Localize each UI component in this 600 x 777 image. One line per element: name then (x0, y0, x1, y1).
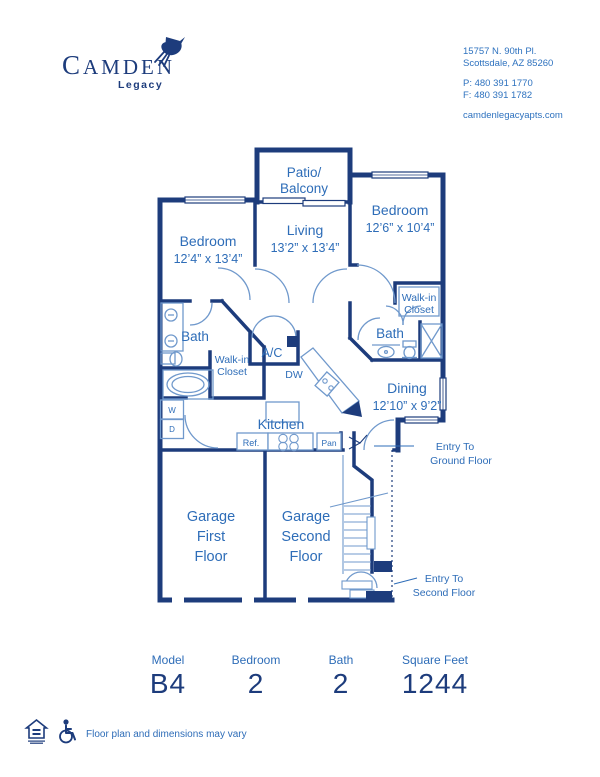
walkin-right-line2: Closet (404, 304, 434, 316)
website-link: camdenlegacyapts.com (463, 110, 563, 121)
dining-label: Dining (387, 380, 427, 396)
stat-bedroom-label: Bedroom (231, 653, 281, 667)
counter-post (287, 336, 298, 347)
stat-model (150, 653, 186, 700)
fax-line: F: 480 391 1782 (463, 90, 533, 101)
address-line2: Scottsdale, AZ 85260 (463, 58, 554, 69)
ac-label: A/C (261, 346, 283, 360)
stat-bath (329, 653, 354, 700)
garage-second-line3: Floor (289, 549, 323, 565)
dryer-label: D (169, 425, 175, 434)
dw-label: DW (285, 369, 303, 381)
bedroom-left-label: Bedroom (179, 233, 237, 249)
stat-bedroom (232, 653, 281, 700)
stairs (330, 455, 392, 602)
entry-ground-line1: Entry To (435, 441, 475, 453)
patio-label-line1: Patio/ (286, 165, 322, 180)
entry-second-line2: Second Floor (412, 587, 476, 599)
bath-left-label: Bath (181, 329, 209, 344)
walkin-left-line1: Walk-in (214, 354, 250, 366)
stat-bath-value: 2 (332, 668, 350, 699)
entry-second-line1: Entry To (424, 573, 464, 585)
pan-label: Pan (321, 438, 337, 448)
address-line1: 15757 N. 90th Pl. (463, 46, 537, 57)
washer-label: W (168, 406, 176, 415)
dining-dims: 12’10” x 9’2” (372, 399, 442, 413)
garage-second-line2: Second (281, 529, 331, 545)
stat-sqft-label: Square Feet (401, 653, 469, 667)
bath-left-fixtures (161, 303, 213, 399)
walkin-left-line2: Closet (217, 366, 247, 378)
brand-wordmark: CAMDEN (62, 50, 176, 80)
equal-housing-icon (24, 718, 49, 745)
brand-community-name: Legacy (118, 79, 164, 91)
stat-bedroom-value: 2 (247, 668, 265, 699)
stat-sqft (402, 653, 468, 700)
disclaimer-text: Floor plan and dimensions may vary (86, 729, 247, 740)
stat-bath-label: Bath (328, 653, 354, 667)
entry-ground-line2: Ground Floor (430, 455, 492, 467)
patio-label-line2: Balcony (279, 181, 329, 196)
kitchen-label: Kitchen (257, 416, 305, 432)
phone-line: P: 480 391 1770 (463, 78, 533, 89)
walkin-right-line1: Walk-in (401, 292, 437, 304)
stat-model-value: B4 (149, 668, 187, 699)
bedroom-right-label: Bedroom (371, 202, 429, 218)
entry-annotations (349, 435, 417, 602)
bedroom-left-dims: 12’4” x 13’4” (173, 252, 243, 266)
garage-first-line1: Garage (186, 509, 236, 525)
living-label: Living (286, 222, 324, 238)
living-dims: 13’2” x 13’4” (270, 241, 340, 255)
bath-right-label: Bath (376, 326, 404, 341)
ref-label: Ref. (242, 438, 260, 448)
garage-second-line1: Garage (281, 509, 331, 525)
stat-model-label: Model (151, 653, 185, 667)
stat-sqft-value: 1244 (401, 668, 469, 699)
garage-first-line2: First (196, 529, 226, 545)
garage-first-line3: Floor (194, 549, 228, 565)
bedroom-right-dims: 12’6” x 10’4” (365, 221, 435, 235)
wheelchair-icon (55, 718, 79, 745)
